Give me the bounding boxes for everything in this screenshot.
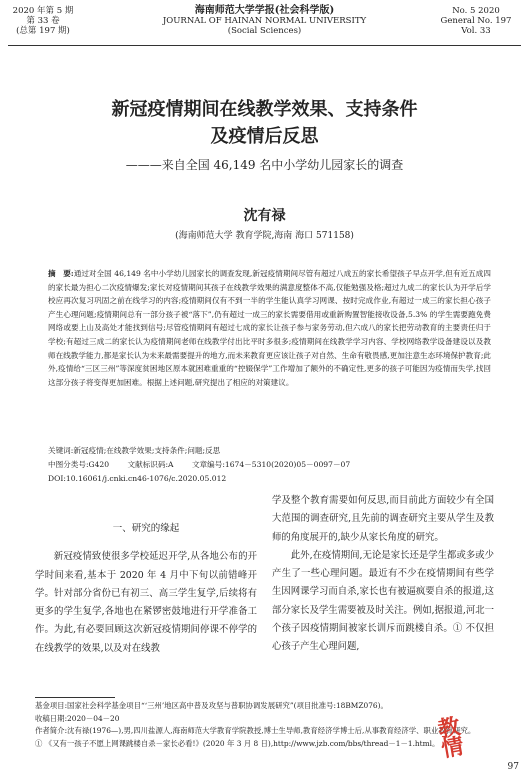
title-line-1: 新冠疫情期间在线教学效果、支持条件 <box>111 99 418 120</box>
author-affiliation: (海南师范大学 教育学院,海南 海口 571158) <box>175 231 354 241</box>
watermark-logo <box>434 716 484 772</box>
keywords-label: 关键词: <box>48 446 74 455</box>
left-column <box>35 520 257 658</box>
issue-info <box>8 6 78 36</box>
volume-line: 第 33 卷 <box>26 16 60 26</box>
body-paragraph: 新冠疫情致使很多学校延迟开学,从各地公布的开学时间来看,基本于 2020 年 4 月中下旬以前错峰开学。针对部分省份已有初三、高三学生复学,后续将有更多的学生复学,各地也在紧锣密鼓地进行开学准备工作。为此,有必要回顾这次新冠疫情期间停课不停学的在线教学的效果,以及对在线教 <box>35 551 257 654</box>
issue-info-en <box>431 6 521 36</box>
section-heading: 一、研究的缘起 <box>112 523 180 534</box>
running-header <box>8 6 521 44</box>
header-rule <box>8 45 521 46</box>
general-issue-line: (总第 197 期) <box>16 26 70 36</box>
article-number: 文章编号:1674－5310(2020)05－0097－07 <box>191 460 351 469</box>
abstract <box>48 267 491 389</box>
keywords <box>48 444 491 458</box>
journal-name <box>128 6 401 36</box>
article-subtitle: ———来自全国 46,149 名中小学幼儿园家长的调查 <box>125 158 404 172</box>
footnote-fund: 基金项目:国家社会科学基金项目“‘三州’地区高中普及攻坚与普职协调发展研究”(项目批准号:18BMZ076)。 <box>35 701 388 710</box>
keywords-text: 新冠疫情;在线教学效果;支持条件;问题;反思 <box>73 446 221 455</box>
article-title <box>20 96 509 150</box>
clc-number: 中图分类号:G420 <box>48 460 110 469</box>
journal-name-cn: 海南师范大学学报(社会科学版) <box>194 5 335 16</box>
classification-line <box>48 458 491 472</box>
abstract-text: 通过对全国 46,149 名中小学幼儿园家长的调查发现,新冠疫情期间尽管有超过八成五的家长希望孩子早点开学,但有近五成四的家长最为担心二次疫情爆发;家长对疫情期间其孩子在线教学效果的满意度整体不高,仅能勉强及格;超过九成二的家长认为开学后学校应再次复习巩固之前在线学习的内容;疫情期间仅有不到一半的学生能认真学习网课、按时完成作业,有超过一成三的家长担心孩子产生心理问题;疫情期间总有一部分孩子被“落下”,仍有超过一成三的家长需要借用或重新购置智能接收设备,5.3% 的学生需要跑免费网络或要上山及高处才能找到信号;尽管疫情期间有超过七成的家长让孩子参与家务劳动,但六成八的家长把劳动教育的主要责任归于学校;有超过三成二的家长认为疫情期间老师在线教学付出比平时多很多;疫情期间在线教学学习内容、学校网络教学设备建设以及教师在线教学能力,都是家长认为未来最需要提升的地方,而未来教育更应该让孩子对自然、生命有敬畏感,更加注意生态环境保护教育;此外,疫情给“三区三州”等深度贫困地区原本就困难重重的“控辍保学”工作增加了额外的不确定性,更多的孩子可能因为疫情而失学,找回这部分孩子将变得更加困难。根据上述问题,研究提出了相应的对策建议。 <box>48 269 491 387</box>
body-paragraph: 此外,在疫情期间,无论是家长还是学生都或多或少产生了一些心理问题。最近有不少在疫情期间有些学生因网课学习而自杀,家长也有被逼疯要自杀的报道,这部分家长及学生需要被及时关注。例如,据报道,河北一个孩子因疫情期间被家长训斥而跳楼自杀。① 不仅担心孩子产生心理问题, <box>272 549 494 653</box>
footnote-author-bio: 作者简介:沈有禄(1976—),男,四川盐源人,海南师范大学教育学院教授,博士生导师,教育经济学博士后,从事教育经济学、职业教育研究。 <box>35 726 476 736</box>
footnote-rule <box>35 697 115 698</box>
journal-subtitle-en: (Social Sciences) <box>227 26 302 36</box>
journal-name-en: JOURNAL OF HAINAN NORMAL UNIVERSITY <box>162 16 367 26</box>
body-paragraph: 学及整个教育需要如何反思,而目前此方面较少有全国大范围的调查研究,且先前的调查研究主要从学生及教师的角度展开的,缺少从家长角度的研究。 <box>272 495 494 543</box>
page-number: 97 <box>507 762 519 772</box>
issue-line-en: No. 5 2020 <box>452 6 500 16</box>
right-column <box>272 492 494 657</box>
footnotes <box>35 700 493 750</box>
abstract-label: 摘 要: <box>48 269 74 278</box>
logo-text: 教情 <box>432 714 466 759</box>
general-issue-en: General No. 197 <box>440 16 512 26</box>
document-code: 文献标识码:A <box>127 460 174 469</box>
footnote-reference: ① 《又有一孩子不愿上网课跳楼自杀－家长必看!》(2020 年 3 月 8 日),http://www.jzb.com/bbs/thread－1－1.html。 <box>35 738 440 748</box>
doi: DOI:10.16061/j.cnki.cn46-1076/c.2020.05.012 <box>48 474 227 483</box>
volume-en: Vol. 33 <box>461 26 491 36</box>
author-name: 沈有禄 <box>243 208 286 224</box>
title-line-2: 及疫情后反思 <box>210 126 319 147</box>
issue-line: 2020 年第 5 期 <box>12 6 74 16</box>
footnote-received: 收稿日期:2020－04－20 <box>35 713 120 723</box>
